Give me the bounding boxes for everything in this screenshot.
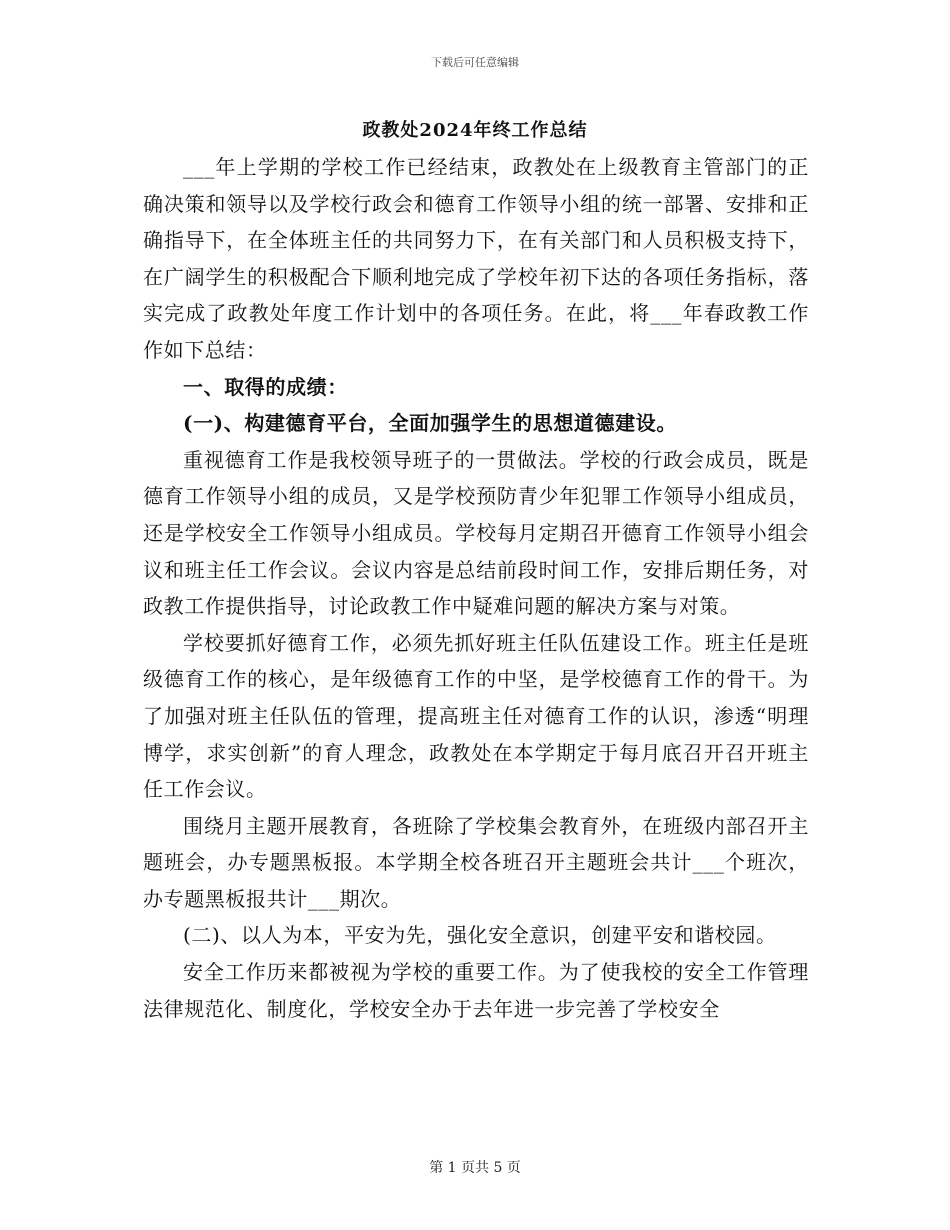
paragraph-moral-leadership: 重视德育工作是我校领导班子的一贯做法。学校的行政会成员，既是德育工作领导小组的成员，又是学校预防青少年犯罪工作领导小组成员，还是学校安全工作领导小组成员。学校每月定期召开德育工作领导小组会议和班主任工作会议。会议内容是总结前段时间工作，安排后期任务，对政教工作提供指导，讨论政教工作中疑难问题的解决方案与对策。: [143, 447, 809, 619]
heading-achievements: 一、取得的成绩：: [183, 374, 348, 399]
paragraph-theme-education: 围绕月主题开展教育，各班除了学校集会教育外，在班级内部召开主题班会，办专题黑板报。本学期全校各班召开主题班会共计___个班次，办专题黑板报共计___期次。: [143, 813, 809, 911]
paragraph-class-teachers: 学校要抓好德育工作，必须先抓好班主任队伍建设工作。班主任是班级德育工作的核心，是年级德育工作的中坚，是学校德育工作的骨干。为了加强对班主任队伍的管理，提高班主任对德育工作的认识，渗透“明理博学，求实创新”的育人理念，政教处在本学期定于每月底召开召开班主任工作会议。: [143, 630, 809, 802]
subheading-safety: (二)、以人为本，平安为先，强化安全意识，创建平安和谐校园。: [183, 923, 777, 948]
header-note: 下载后可任意编辑: [431, 56, 519, 69]
page-footer: 第 1 页共 5 页: [429, 1160, 521, 1176]
document-title: 政教处2024年终工作总结: [362, 120, 588, 141]
subheading-moral-education: (一)、构建德育平台，全面加强学生的思想道德建设。: [183, 411, 677, 436]
paragraph-intro: ___年上学期的学校工作已经结束，政教处在上级教育主管部门的正确决策和领导以及学校行政会和德育工作领导小组的统一部署、安排和正确指导下，在全体班主任的共同努力下，在有关部门和人员积极支持下，在广阔学生的积极配合下顺利地完成了学校年初下达的各项任务指标，落实完成了政教处年度工作计划中的各项任务。在此，将___年春政教工作作如下总结：: [143, 155, 809, 362]
document-body: [143, 149, 809, 1027]
paragraph-safety-work: 安全工作历来都被视为学校的重要工作。为了使我校的安全工作管理法律规范化、制度化，学校安全办于去年进一步完善了学校安全: [143, 960, 809, 1021]
